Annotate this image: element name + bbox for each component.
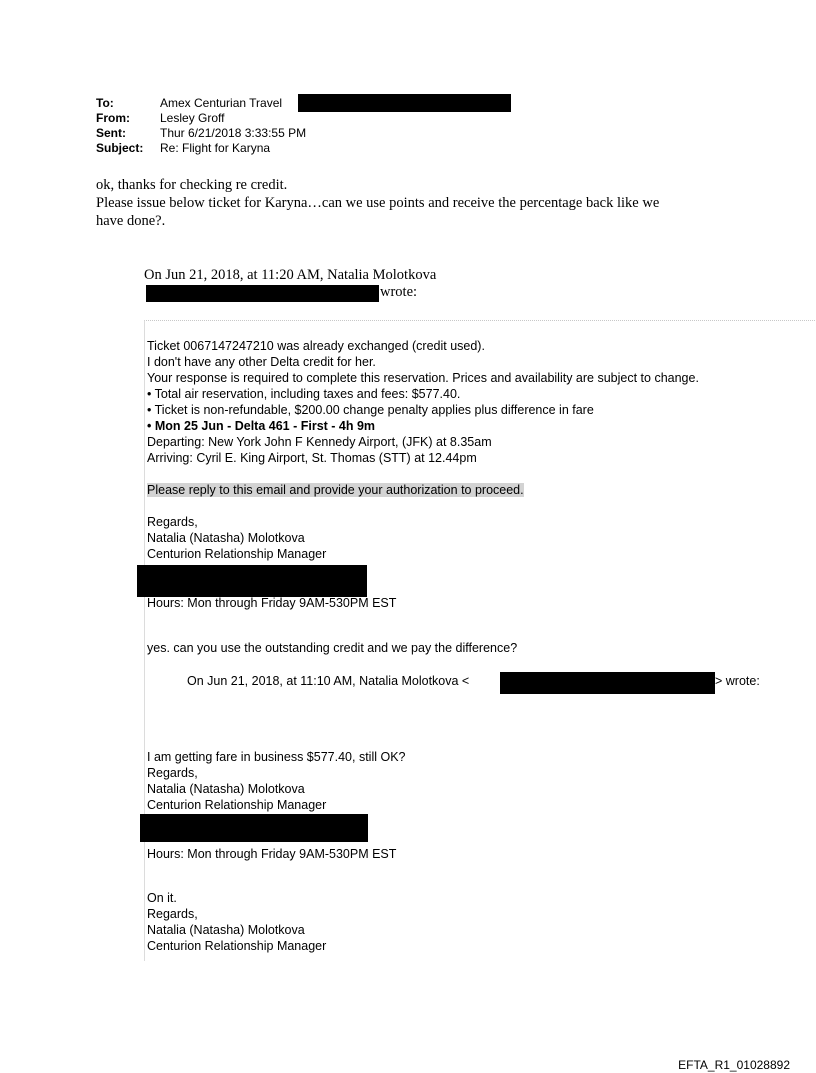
message-line: Regards, [147, 907, 198, 921]
to-value: Amex Centurian Travel [160, 96, 283, 110]
body-line: Please issue below ticket for Karyna…can we use points and receive the percentage back like we [96, 195, 660, 211]
message-line: Your response is required to complete this reservation. Prices and availability are subject to change. [147, 371, 699, 385]
to-label: To: [96, 96, 114, 110]
message-line: Centurion Relationship Manager [147, 798, 327, 812]
subject-value: Re: Flight for Karyna [160, 141, 271, 155]
message-line: On Jun 21, 2018, at 11:10 AM, Natalia Molotkova < [187, 674, 470, 688]
message-line: Hours: Mon through Friday 9AM-530PM EST [147, 847, 397, 861]
message-line: On it. [147, 891, 177, 905]
from-row [96, 111, 306, 126]
message-line: > wrote: [715, 674, 760, 688]
from-label: From: [96, 111, 130, 125]
body-line: have done?. [96, 213, 166, 229]
redaction-box-contact-2 [140, 814, 368, 842]
message-line: Centurion Relationship Manager [147, 547, 327, 561]
authorization-request: Please reply to this email and provide your authorization to proceed. [147, 483, 524, 497]
message-line: Natalia (Natasha) Molotkova [147, 923, 305, 937]
document-id: EFTA_R1_01028892 [678, 1058, 790, 1072]
subject-row [96, 141, 306, 156]
sent-value: Thur 6/21/2018 3:33:55 PM [160, 126, 307, 140]
message-line: Regards, [147, 766, 198, 780]
sent-row [96, 126, 306, 141]
to-row [96, 96, 306, 111]
redaction-box-sender-email [146, 285, 379, 302]
message-line: Natalia (Natasha) Molotkova [147, 531, 305, 545]
subject-label: Subject: [96, 141, 144, 155]
message-line: • Ticket is non-refundable, $200.00 change penalty applies plus difference in fare [147, 403, 594, 417]
message-line: Hours: Mon through Friday 9AM-530PM EST [147, 596, 397, 610]
quote-intro-wrote: wrote: [380, 284, 418, 300]
flight-line: • Mon 25 Jun - Delta 461 - First - 4h 9m [147, 419, 376, 433]
quote-intro-line: On Jun 21, 2018, at 11:20 AM, Natalia Molotkova [144, 267, 437, 283]
message-line: Regards, [147, 515, 198, 529]
body-line: ok, thanks for checking re credit. [96, 177, 288, 193]
redaction-box-sender-email-2 [500, 672, 715, 694]
redaction-box-contact-1 [137, 565, 367, 597]
message-line: • Total air reservation, including taxes and fees: $577.40. [147, 387, 461, 401]
message-line: I don't have any other Delta credit for her. [147, 355, 376, 369]
sent-label: Sent: [96, 126, 126, 140]
message-line: Natalia (Natasha) Molotkova [147, 782, 305, 796]
message-line: Centurion Relationship Manager [147, 939, 327, 953]
from-value: Lesley Groff [160, 111, 225, 125]
message-line: Arriving: Cyril E. King Airport, St. Thomas (STT) at 12.44pm [147, 451, 477, 465]
redaction-box-to [298, 94, 511, 112]
message-line: Ticket 0067147247210 was already exchanged (credit used). [147, 339, 485, 353]
email-body [96, 176, 736, 230]
message-line: yes. can you use the outstanding credit and we pay the difference? [147, 641, 518, 655]
message-line: I am getting fare in business $577.40, still OK? [147, 750, 406, 764]
message-line: Departing: New York John F Kennedy Airport, (JFK) at 8.35am [147, 435, 492, 449]
email-header [96, 96, 306, 156]
